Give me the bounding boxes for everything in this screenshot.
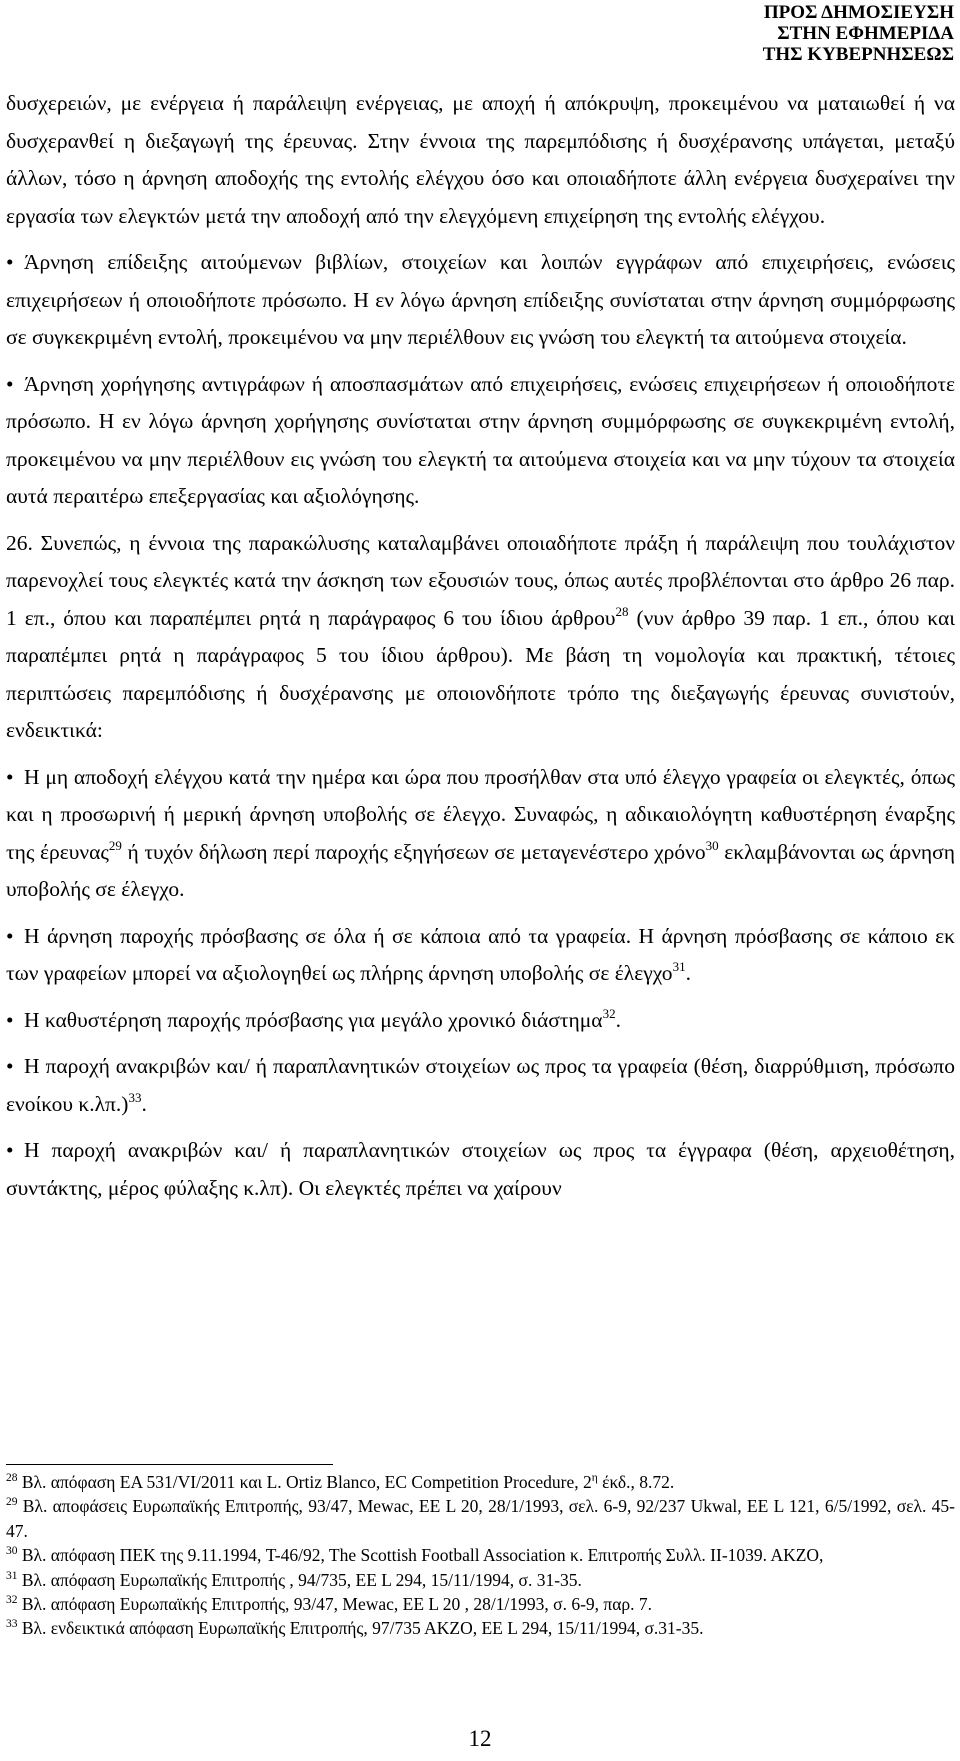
footnote-text: Βλ. ενδεικτικά απόφαση Ευρωπαϊκής Επιτροπής, 97/735 ΑΚΖΟ, ΕΕ L 294, 15/11/1994, σ.31-35.: [17, 1618, 704, 1639]
header-line-3: ΤΗΣ ΚΥΒΕΡΝΗΣΕΩΣ: [762, 44, 954, 65]
footnote-text: Βλ. αποφάσεις Ευρωπαϊκής Επιτροπής, 93/47, Mewac, EE L 20, 28/1/1993, σελ. 6-9, 92/237 Ukwal, EE L 121, 6/5/1992, σελ. 45-47.: [6, 1496, 955, 1541]
paragraph-26-text-a: 26. Συνεπώς, η έννοια της παρακώλυσης καταλαμβάνει οποιαδήποτε πράξη ή παράλειψη που τουλάχιστον παρενοχλεί τους ελεγκτές κατά την άσκηση των εξουσιών τους, όπως αυτές προβλέπονται στο άρθρο 26 παρ. 1 επ., όπου και παραπέμπει ρητά η παράγραφος 6 του ίδιου άρθρου: [6, 530, 955, 630]
footnote-number: 33: [6, 1618, 18, 1631]
document-body: [6, 85, 955, 1207]
footnote-ref-33: 33: [128, 1089, 142, 1105]
header-line-2: ΣΤΗΝ ΕΦΗΜΕΡΙΔΑ: [777, 23, 954, 44]
footnote-text: Βλ. απόφαση ΠΕΚ της 9.11.1994, T-46/92, The Scottish Football Association κ. Επιτροπής Συλλ. II-1039. AKZO,: [17, 1545, 824, 1566]
footnote-text: Βλ. απόφαση ΕΑ 531/VI/2011 και L. Ortiz Blanco, EC Competition Procedure, 2: [17, 1472, 592, 1492]
footnote-31: [6, 1568, 955, 1592]
footnote-33: [6, 1616, 955, 1640]
footnote-text: έκδ., 8.72.: [597, 1472, 675, 1492]
bullet-item-text-b: .: [615, 1007, 621, 1032]
footnote-ref-32: 32: [602, 1005, 616, 1021]
footnote-text: Βλ. απόφαση Ευρωπαϊκής Επιτροπής , 94/735, ΕΕ L 294, 15/11/1994, σ. 31-35.: [17, 1569, 582, 1590]
bullet-item-text-a: Η καθυστέρηση παροχής πρόσβασης για μεγάλο χρονικό διάστημα: [24, 1007, 603, 1032]
paragraph-26: [6, 525, 955, 750]
bullet-item-text-a: Η παροχή ανακριβών και/ ή παραπλανητικών στοιχείων ως προς τα γραφεία (θέση, διαρρύθμιση, πρόσωπο ενοίκου κ.λπ.): [6, 1054, 955, 1116]
footnote-number: 29: [6, 1496, 18, 1509]
footnote-separator: [6, 1464, 333, 1465]
publication-header: [694, 2, 954, 65]
bullet-item-inspection-refusal: • Άρνηση επίδειξης αιτούμενων βιβλίων, στοιχείων και λοιπών εγγράφων από επιχειρήσεις, ενώσεις επιχειρήσεων ή οποιοδήποτε πρόσωπο. Η εν λόγω άρνηση επίδειξης συνίσταται στην άρνηση συμμόρφωσης σε συγκεκριμένη εντολή, προκειμένου να μην περιέλθουν εις γνώση του ελεγκτή τα αιτούμενα στοιχεία.: [6, 244, 955, 357]
footnote-text: Βλ. απόφαση Ευρωπαϊκής Επιτροπής, 93/47, Mewac, EE L 20 , 28/1/1993, σ. 6-9, παρ. 7.: [17, 1594, 653, 1615]
bullet-item-text-c: εκλαμβάνονται ως άρνηση υποβολής σε έλεγχο.: [6, 839, 956, 901]
footnote-32: [6, 1592, 955, 1616]
footnote-number: 28: [6, 1472, 18, 1484]
header-line-1: ΠΡΟΣ ΔΗΜΟΣΙΕΥΣΗ: [763, 2, 954, 23]
bullet-item-access-refusal: [6, 918, 955, 993]
paragraph-continuation: δυσχερειών, με ενέργεια ή παράλειψη ενέργειας, με αποχή ή απόκρυψη, προκειμένου να ματαιωθεί ή να δυσχερανθεί η διεξαγωγή της έρευνας. Στην έννοια της παρεμπόδισης ή δυσχέρανσης υπάγεται, μεταξύ άλλων, τόσο η άρνηση αποδοχής της εντολής ελέγχου όσο και οποιαδήποτε άλλη ενέργεια δυσχεραίνει την εργασία των ελεγκτών μετά την αποδοχή από την ελεγχόμενη επιχείρηση της εντολής ελέγχου.: [6, 91, 955, 228]
footnote-ref-31: 31: [672, 959, 686, 974]
bullet-item-copies-refusal: • Άρνηση χορήγησης αντιγράφων ή αποσπασμάτων από επιχειρήσεις, ενώσεις επιχειρήσεων ή οποιοδήποτε πρόσωπο. Η εν λόγω άρνηση χορήγησης συνίσταται στην άρνηση συμμόρφωσης σε συγκεκριμένη εντολή, προκειμένου να μην περιέλθουν εις γνώση του ελεγκτή τα αιτούμενα στοιχεία και να μην τύχουν τα στοιχεία αυτά περαιτέρω επεξεργασίας και αξιολόγησης.: [6, 366, 955, 516]
bullet-item-misleading-offices: [6, 1048, 955, 1123]
footnote-number: 32: [6, 1594, 18, 1607]
footnotes: [6, 1470, 955, 1641]
footnote-30: [6, 1543, 955, 1567]
bullet-item-text-a: Η άρνηση παροχής πρόσβασης σε όλα ή σε κάποια από τα γραφεία. Η άρνηση πρόσβασης σε κάποιο εκ των γραφείων μπορεί να αξιολογηθεί ως πλήρης άρνηση υποβολής σε έλεγχο: [6, 923, 955, 985]
footnote-29: [6, 1494, 955, 1543]
bullet-item-misleading-documents: • Η παροχή ανακριβών και/ ή παραπλανητικών στοιχείων ως προς τα έγγραφα (θέση, αρχειοθέτηση, συντάκτης, μέρος φύλαξης κ.λπ). Οι ελεγκτές πρέπει να χαίρουν: [6, 1132, 955, 1207]
footnote-28: [6, 1470, 955, 1494]
footnote-number: 31: [6, 1569, 18, 1582]
footnote-number: 30: [6, 1545, 18, 1558]
paragraph-26-text-b: (νυν άρθρο 39 παρ. 1 επ., όπου και παραπέμπει ρητά η παράγραφος 5 του ίδιου άρθρου). Με βάση τη νομολογία και πρακτική, τέτοιες περιπτώσεις παρεμπόδισης ή δυσχέρανσης με οποιονδήποτε τρόπο της διεξαγωγής έρευνας συνιστούν, ενδεικτικά:: [6, 605, 955, 742]
bullet-item-non-acceptance: [6, 759, 955, 909]
bullet-item-text-b: .: [141, 1091, 147, 1116]
footnote-ref-30: 30: [705, 837, 719, 853]
bullet-item-access-delay: [6, 1002, 955, 1040]
bullet-item-text-b: ή τυχόν δήλωση περί παροχής εξηγήσεων σε μεταγενέστερο χρόνο: [121, 839, 706, 864]
page-number: 12: [468, 1726, 492, 1751]
bullet-item-text-a: Η μη αποδοχή ελέγχου κατά την ημέρα και ώρα που προσήλθαν στα υπό έλεγχο γραφεία οι ελεγκτές, όπως και η προσωρινή ή μερική άρνηση υποβολής σε έλεγχο. Συναφώς, η αδικαιολόγητη καθυστέρηση έναρξης της έρευνας: [6, 764, 955, 864]
footnote-ref-29: 29: [108, 837, 122, 853]
footnote-ordinal: η: [591, 1472, 598, 1484]
bullet-item-text-b: .: [685, 961, 691, 985]
footnote-ref-28: 28: [615, 603, 629, 619]
